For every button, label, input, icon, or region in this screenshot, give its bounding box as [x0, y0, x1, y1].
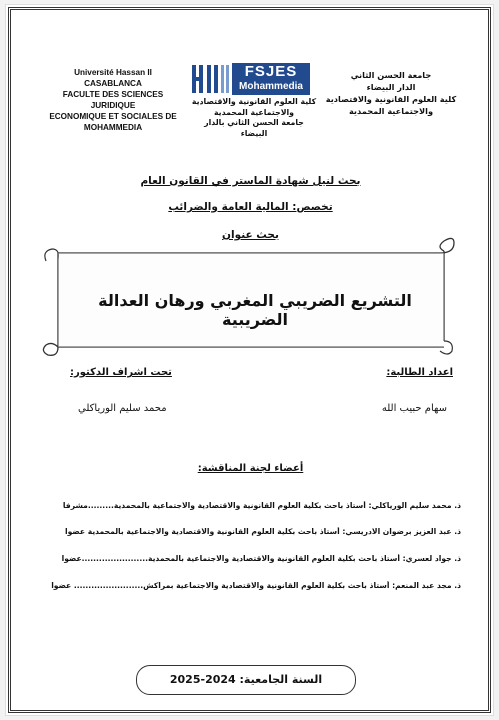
committee-title: أعضاء لجنة المناقشة:	[197, 463, 304, 474]
committee-member: ذ. جواد لعسري: أستاذ باحث بكلية العلوم القانونية والاقتصادية والاجتماعية بالمحمدية.......................عضوا	[61, 554, 461, 563]
committee-member: ذ. محمد سليم الورياكلي: أستاذ باحث بكلية العلوم القانونية والاقتصادية والاجتماعية بالمحمدية.........مشرفا	[62, 501, 461, 510]
uni-fr-line: ECONOMIQUE ET SOCIALES DE	[49, 112, 177, 121]
academic-year: السنة الجامعية: 2024-2025	[136, 665, 356, 695]
supervisor-name: محمد سليم الورياكلي	[78, 403, 167, 414]
student-label: اعداد الطالبة:	[386, 367, 453, 378]
faculty-ar-line: جامعة الحسن الثاني بالدار البيضاء	[204, 118, 304, 138]
uni-fr-line: MOHAMMEDIA	[83, 123, 143, 132]
research-title-label: بحث عنوان	[222, 229, 279, 241]
specialization-line: تخصص: المالية العامة والضرائب	[168, 201, 333, 213]
logo-text-block	[232, 63, 310, 95]
uni-ar-line: الدار البيضاء	[366, 82, 416, 92]
supervisor-label: تحت اشراف الدكتور:	[70, 367, 172, 378]
uni-ar-line: والاجتماعية المحمدية	[348, 106, 434, 116]
uni-fr-line: FACULTE DES SCIENCES JURIDIQUE	[62, 90, 164, 110]
logo-acronym: FSJES	[244, 63, 298, 80]
university-name-fr	[48, 67, 178, 133]
thesis-title: التشريع الضريبي المغربي ورهان العدالة الضريبية	[98, 291, 412, 329]
faculty-ar-line: والاجتماعية المحمدية	[213, 107, 295, 117]
uni-fr-line: CASABLANCA	[84, 79, 142, 88]
title-scroll-banner	[40, 237, 460, 359]
uni-ar-line: كلية العلوم القانونية والاقتصادية	[325, 94, 457, 104]
committee-member: ذ. مجد عبد المنعم: أستاذ باحث بكلية العلوم القانونية والاقتصادية والاجتماعية بمراكش........................ عضوا	[51, 581, 461, 590]
logo-city: Mohammedia	[239, 81, 303, 92]
university-emblem-icon	[190, 63, 230, 95]
document-page	[5, 4, 494, 716]
faculty-name-ar	[190, 97, 318, 139]
university-name-ar	[321, 69, 461, 117]
committee-member: ذ. عبد العزيز برضوان الادريسي: أستاذ باحث بكلية العلوم القانونية والاقتصادية والاجتماعية بالمحمدية عضوا	[65, 527, 461, 536]
faculty-ar-line: كلية العلوم القانونية والاقتصادية	[191, 97, 317, 106]
fsjes-logo	[190, 63, 318, 95]
student-name: سهام حبيب الله	[381, 403, 447, 414]
uni-fr-line: Université Hassan II	[74, 68, 152, 77]
uni-ar-line: جامعة الحسن الثاني	[350, 70, 432, 80]
degree-line: بحث لنيل شهادة الماستر في القانون العام	[140, 175, 361, 187]
